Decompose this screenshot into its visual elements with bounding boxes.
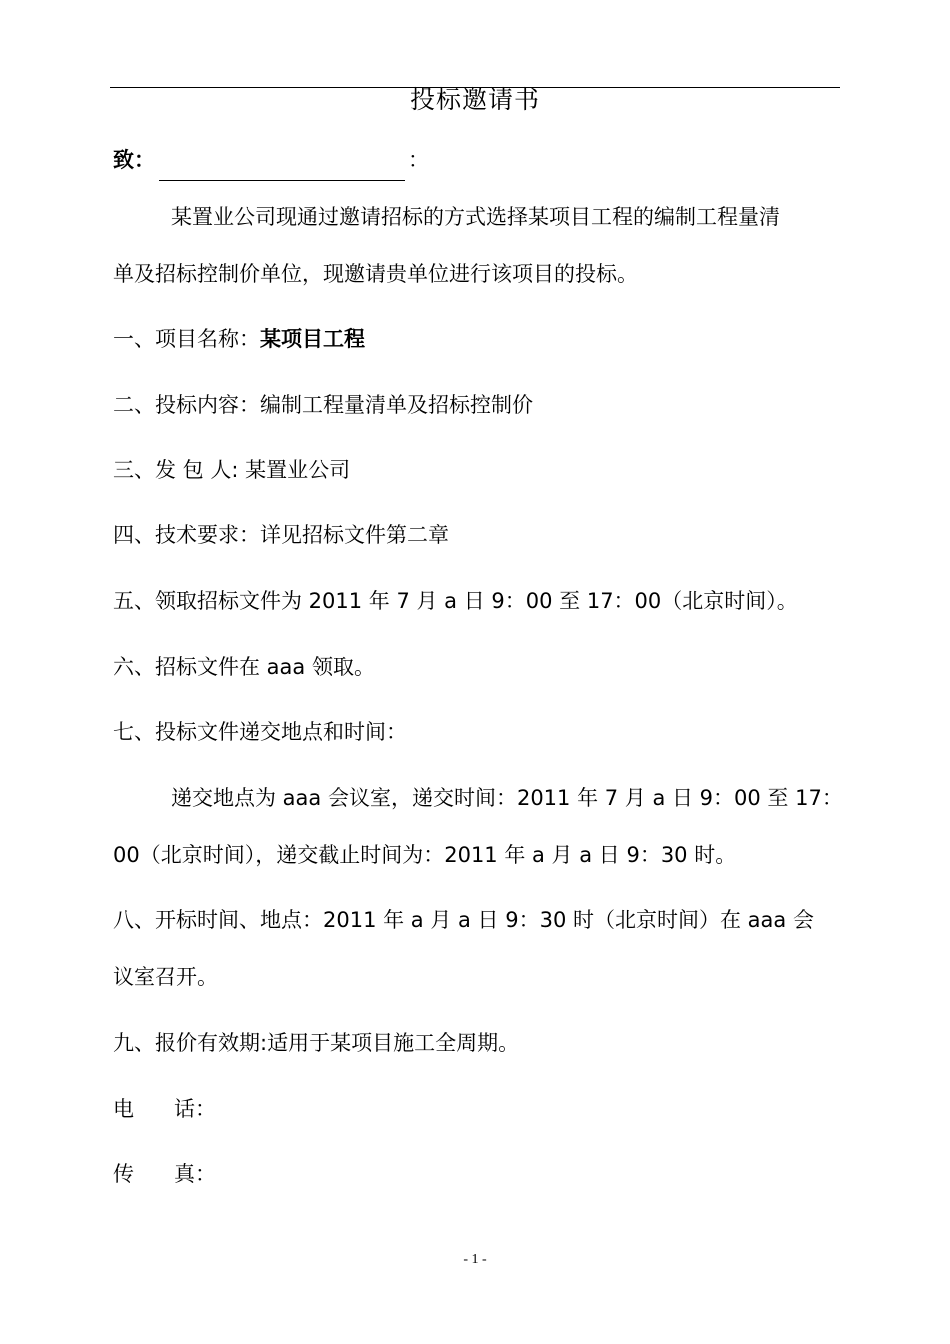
item-8-opening-line-2: 议室召开。 <box>113 965 218 989</box>
fax-label <box>113 1159 216 1189</box>
recipient-colon: ： <box>408 148 429 172</box>
recipient-blank-line <box>159 180 405 181</box>
item-3-employer: 三、发 包 人: 某置业公司 <box>113 458 351 482</box>
item-8-opening-line-1: 八、开标时间、地点：2011 年 a 月 a 日 9：30 时（北京时间）在 aaa 会 <box>113 908 814 932</box>
item-7-detail-line-1: 递交地点为 aaa 会议室，递交时间：2011 年 7 月 a 日 9：00 至 17： <box>171 786 843 810</box>
item-9-validity: 九、报价有效期:适用于某项目施工全周期。 <box>113 1031 520 1055</box>
item-1-value: 某项目工程 <box>260 327 365 351</box>
item-1-project-name <box>113 324 365 354</box>
item-7-detail-line-2: 00（北京时间），递交截止时间为：2011 年 a 月 a 日 9：30 时。 <box>113 843 737 867</box>
item-2-bid-content: 二、投标内容：编制工程量清单及招标控制价 <box>113 393 533 417</box>
item-7-submission: 七、投标文件递交地点和时间： <box>113 720 407 744</box>
recipient-label: 致： <box>113 148 155 172</box>
phone-label <box>113 1094 216 1124</box>
item-1-label: 一、项目名称： <box>113 327 260 351</box>
item-6-collection-location: 六、招标文件在 aaa 领取。 <box>113 655 375 679</box>
item-5-document-collection: 五、领取招标文件为 2011 年 7 月 a 日 9：00 至 17：00（北京时间）。 <box>113 589 798 613</box>
intro-line-2: 单及招标控制价单位，现邀请贵单位进行该项目的投标。 <box>113 262 638 286</box>
intro-line-1: 某置业公司现通过邀请招标的方式选择某项目工程的编制工程量清 <box>171 205 780 229</box>
document-title: 投标邀请书 <box>409 85 540 114</box>
item-4-technical-requirements: 四、技术要求：详见招标文件第二章 <box>113 523 449 547</box>
page-number: - 1 - <box>463 1252 487 1267</box>
fax-label-text: 传 真： <box>113 1162 217 1186</box>
phone-label-text: 电 话： <box>113 1097 217 1121</box>
